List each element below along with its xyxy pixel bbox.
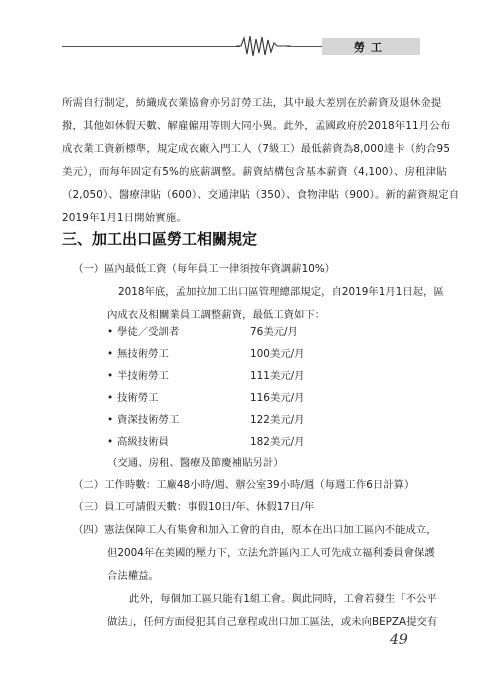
item4-line: 合法權益。 xyxy=(107,570,159,582)
item3-text: （三）員工可請假天數：事假10日/年、休假17日/年 xyxy=(73,501,315,513)
header-rule-right xyxy=(287,46,325,47)
intro-line: （2,050）、醫療津貼（600）、交通津貼（350）、食物津貼（900）。新的薪資規定自 xyxy=(62,189,460,201)
heartbeat-pulse-icon xyxy=(236,34,291,60)
bullet-icon: • xyxy=(107,436,114,448)
section-title: 三、加工出口區勞工相關規定 xyxy=(62,230,258,248)
item2-text: （二）工作時數：工廠48小時/週、辦公室39小時/週（每週工作6日計算） xyxy=(73,479,415,491)
wage-value: 100美元/月 xyxy=(250,348,305,360)
wage-row xyxy=(107,387,305,409)
page-number: 49 xyxy=(390,632,408,648)
intro-line: 撥，其他如休假天數、解雇僱用等則大同小異。此外，孟國政府於2018年11月公布 xyxy=(62,120,451,132)
wage-label: 學徒／受訓者 xyxy=(117,326,180,338)
intro-line: 所需自行制定，紡織成衣業協會亦另訂勞工法，其中最大差別在於薪資及退休金提 xyxy=(62,97,442,109)
wage-row xyxy=(107,343,305,365)
wage-label: 半技術勞工 xyxy=(117,370,169,382)
item1-line: 2018年底，孟加拉加工出口區管理總部規定，自2019年1月1日起，區 xyxy=(118,286,444,298)
wage-row xyxy=(107,409,305,431)
wage-row xyxy=(107,321,298,343)
bullet-icon: • xyxy=(107,414,114,426)
wage-label: 無技術勞工 xyxy=(117,348,169,360)
wage-value: 111美元/月 xyxy=(250,370,305,382)
wage-label: 高級技術員 xyxy=(117,436,169,448)
wage-value: 182美元/月 xyxy=(250,436,305,448)
header-tab: 勞工 xyxy=(322,38,420,55)
wage-row xyxy=(107,365,305,387)
bullet-icon: • xyxy=(107,348,114,360)
item1-line: 內成衣及相關業員工調整薪資，最低工資如下： xyxy=(107,309,326,321)
item4-line: 此外，每個加工區只能有1組工會。與此同時，工會若發生「不公平 xyxy=(129,593,437,605)
wage-value: 122美元/月 xyxy=(250,414,305,426)
intro-line: 美元），而每年固定有5%的底薪調整。薪資結構包含基本薪資（4,100）、房租津貼 xyxy=(62,166,447,178)
bullet-icon: • xyxy=(107,326,114,338)
wage-value: 76美元/月 xyxy=(250,326,298,338)
wage-label: 技術勞工 xyxy=(117,392,159,404)
intro-paragraph xyxy=(62,92,460,230)
item1-heading: （一）區內最低工資（每年員工一律須按年資調薪10%） xyxy=(73,263,336,275)
header-rule-left xyxy=(62,46,240,47)
wage-row xyxy=(107,431,305,453)
intro-line: 2019年1月1日開始實施。 xyxy=(62,212,187,224)
item4-line: 但2004年在美國的壓力下，立法允許區內工人可先成立福利委員會保護 xyxy=(107,547,435,559)
item1-note: （交通、房租、醫療及節慶補貼另計） xyxy=(107,457,284,469)
wage-value: 116美元/月 xyxy=(250,392,305,404)
intro-line: 成衣業工資新標準，規定成衣廠入門工人（7級工）最低薪資為8,000達卡（約合95 xyxy=(62,143,451,155)
bullet-icon: • xyxy=(107,392,114,404)
bullet-icon: • xyxy=(107,370,114,382)
wage-label: 資深技術勞工 xyxy=(117,414,180,426)
item4-line: 做法」，任何方面侵犯其自己章程或出口加工區法，或未向BEPZA提交有 xyxy=(107,616,438,628)
item4-heading: （四）憲法保障工人有集會和加入工會的自由，原本在出口加工區內不能成立， xyxy=(73,524,437,536)
